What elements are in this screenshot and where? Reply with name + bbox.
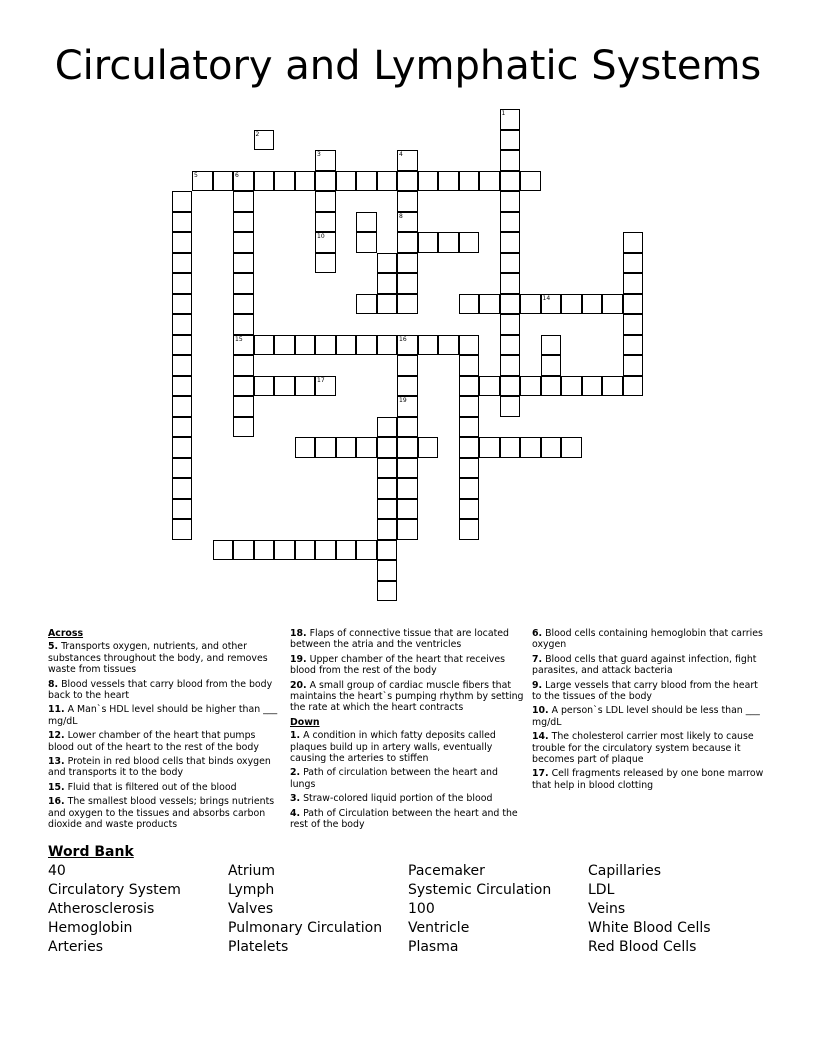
clue [48, 641, 282, 675]
word-bank-item: Atrium [228, 863, 275, 879]
crossword-cell[interactable] [500, 191, 521, 212]
crossword-cell[interactable] [500, 396, 521, 417]
clue-text: Straw-colored liquid portion of the blood [300, 793, 493, 805]
crossword-cell[interactable] [315, 171, 336, 192]
crossword-cell[interactable] [438, 232, 459, 253]
across-heading: Across [48, 628, 84, 639]
crossword-cell[interactable] [233, 355, 254, 376]
crossword-cell[interactable] [582, 294, 603, 315]
crossword-cell[interactable] [459, 335, 480, 356]
crossword-cell[interactable] [500, 109, 521, 130]
crossword-cell[interactable] [500, 376, 521, 397]
clue-number: 16 [399, 335, 407, 343]
clue-text: Flaps of connective tissue that are located between the atria and the ventricles [290, 628, 509, 651]
crossword-cell[interactable] [418, 232, 439, 253]
crossword-cell[interactable] [500, 314, 521, 335]
crossword-cell[interactable] [213, 540, 234, 561]
crossword-cell[interactable] [233, 417, 254, 438]
crossword-cell[interactable] [172, 376, 193, 397]
clue-number: 1 [501, 110, 506, 117]
crossword-cell[interactable] [315, 232, 336, 253]
clue [48, 756, 282, 779]
word-bank-item: Capillaries [588, 863, 662, 879]
crossword-cell[interactable] [500, 232, 521, 253]
word-bank-item: Ventricle [408, 920, 470, 936]
crossword-cell[interactable] [561, 294, 582, 315]
crossword-cell[interactable] [500, 150, 521, 171]
clue [48, 679, 282, 702]
crossword-cell[interactable] [172, 273, 193, 294]
crossword-cell[interactable] [377, 581, 398, 602]
crossword-cell[interactable] [315, 253, 336, 274]
crossword-cell[interactable] [295, 335, 316, 356]
crossword-cell[interactable] [356, 294, 377, 315]
crossword-cell[interactable] [623, 232, 644, 253]
clue [48, 782, 282, 793]
crossword-cell[interactable] [233, 253, 254, 274]
clue [290, 730, 524, 764]
crossword-cell[interactable] [233, 314, 254, 335]
clue-number: 8 [399, 212, 403, 220]
crossword-cell[interactable] [336, 437, 357, 458]
crossword-cell[interactable] [336, 540, 357, 561]
word-bank-item: Arteries [48, 939, 103, 955]
clue-number: 9. [532, 679, 543, 691]
clue-text: The smallest blood vessels; brings nutrients and oxygen to the tissues and absorbs carbon dioxide and waste products [48, 796, 275, 831]
crossword-cell[interactable] [541, 355, 562, 376]
crossword-cell[interactable] [397, 191, 418, 212]
down-clue-list-continued [532, 628, 766, 791]
clue-number: 13. [48, 756, 65, 768]
crossword-cell[interactable] [397, 376, 418, 397]
crossword-cell[interactable] [233, 376, 254, 397]
word-bank-title: Word Bank [48, 844, 134, 860]
clue-number: 14. [532, 731, 549, 743]
crossword-cell[interactable] [459, 458, 480, 479]
crossword-cell[interactable] [233, 294, 254, 315]
crossword-cell[interactable] [397, 437, 418, 458]
word-bank-item: 100 [408, 901, 435, 917]
clue [48, 730, 282, 753]
clue-number: 15. [48, 781, 65, 793]
word-bank-item: Atherosclerosis [48, 901, 155, 917]
crossword-cell[interactable] [623, 253, 644, 274]
crossword-cell[interactable] [172, 212, 193, 233]
clue-number: 7. [532, 653, 543, 665]
crossword-cell[interactable] [561, 376, 582, 397]
clues-column-3 [532, 628, 766, 794]
clue-text: The cholesterol carrier most likely to cause trouble for the circulatory system because it becomes part of plaque [532, 731, 754, 766]
crossword-cell[interactable] [500, 253, 521, 274]
clue-text: Path of Circulation between the heart and the rest of the body [290, 807, 518, 831]
crossword-cell[interactable] [295, 540, 316, 561]
clue-text: Transports oxygen, nutrients, and other substances throughout the body, and removes waste from tissues [48, 641, 268, 676]
clue-text: Lower chamber of the heart that pumps blood out of the heart to the rest of the body [48, 730, 259, 753]
crossword-cell[interactable] [582, 376, 603, 397]
crossword-cell[interactable] [459, 355, 480, 376]
crossword-cell[interactable] [397, 396, 418, 417]
crossword-cell[interactable] [336, 171, 357, 192]
clue-number: 12. [48, 730, 65, 742]
crossword-cell[interactable] [623, 294, 644, 315]
clue-text: Blood cells containing hemoglobin that carries oxygen [532, 628, 763, 651]
crossword-cell[interactable] [377, 335, 398, 356]
crossword-cell[interactable] [479, 294, 500, 315]
across-clue-list [48, 641, 282, 830]
clue [48, 704, 282, 727]
clue-text: Path of circulation between the heart and lungs [290, 767, 498, 790]
clue-text: A condition in which fatty deposits called plaques build up in artery walls, eventually causing the arteries to stiffen [290, 730, 496, 765]
crossword-cell[interactable] [397, 212, 418, 233]
clue-number: 16. [48, 796, 65, 808]
crossword-cell[interactable] [315, 376, 336, 397]
clue-number: 3 [317, 151, 321, 158]
clue-number: 10 [317, 233, 325, 240]
word-bank-item: Pulmonary Circulation [228, 920, 383, 936]
clue-number: 1. [290, 730, 301, 742]
crossword-cell[interactable] [397, 232, 418, 253]
clues-column-2 [290, 628, 524, 834]
clues-column-1 [48, 628, 282, 834]
crossword-cell[interactable] [459, 171, 480, 192]
crossword-cell[interactable] [541, 294, 562, 315]
clue-number: 6. [532, 628, 543, 639]
crossword-cell[interactable] [377, 560, 398, 581]
crossword-cell[interactable] [172, 458, 193, 479]
crossword-cell[interactable] [213, 171, 234, 192]
word-bank-item: LDL [588, 882, 615, 898]
crossword-cell[interactable] [500, 355, 521, 376]
crossword-cell[interactable] [459, 478, 480, 499]
clue-number: 17. [532, 768, 549, 780]
crossword-cell[interactable] [172, 437, 193, 458]
crossword-cell[interactable] [377, 294, 398, 315]
crossword-cell[interactable] [418, 171, 439, 192]
crossword-cell[interactable] [172, 355, 193, 376]
crossword-cell[interactable] [418, 437, 439, 458]
clue-number: 5. [48, 641, 59, 653]
clue-number: 10. [532, 705, 549, 717]
crossword-cell[interactable] [479, 376, 500, 397]
crossword-cell[interactable] [377, 437, 398, 458]
crossword-cell[interactable] [541, 376, 562, 397]
clue-number: 6 [235, 171, 239, 179]
crossword-cell[interactable] [459, 396, 480, 417]
crossword-cell[interactable] [418, 335, 439, 356]
crossword-cell[interactable] [377, 519, 398, 540]
word-bank-item: Pacemaker [408, 863, 485, 879]
clue [290, 808, 524, 831]
crossword-cell[interactable] [397, 458, 418, 479]
crossword-cell[interactable] [397, 171, 418, 192]
clue-number: 15 [235, 335, 243, 343]
crossword-cell[interactable] [274, 376, 295, 397]
clue-number: 8. [48, 678, 59, 690]
crossword-cell[interactable] [397, 294, 418, 315]
word-bank-item: Valves [228, 901, 274, 917]
crossword-cell[interactable] [479, 437, 500, 458]
crossword-cell[interactable] [623, 273, 644, 294]
crossword-cell[interactable] [397, 253, 418, 274]
crossword-cell[interactable] [459, 499, 480, 520]
crossword-cell[interactable] [233, 171, 254, 192]
crossword-cell[interactable] [500, 130, 521, 151]
crossword-cell[interactable] [233, 191, 254, 212]
crossword-cell[interactable] [520, 376, 541, 397]
clue [290, 680, 524, 714]
clue-number: 2. [290, 767, 301, 779]
clue-text: Cell fragments released by one bone marrow that help in blood clotting [532, 768, 764, 791]
crossword-cell[interactable] [397, 417, 418, 438]
clue [532, 680, 766, 703]
clue-number: 20. [290, 679, 307, 691]
crossword-cell[interactable] [172, 396, 193, 417]
clue [290, 654, 524, 677]
crossword-cell[interactable] [254, 335, 275, 356]
crossword-cell[interactable] [274, 335, 295, 356]
crossword-cell[interactable] [315, 212, 336, 233]
clue [290, 793, 524, 804]
clue-number: 5 [194, 171, 198, 179]
crossword-cell[interactable] [315, 191, 336, 212]
crossword-cell[interactable] [254, 540, 275, 561]
crossword-cell[interactable] [172, 232, 193, 253]
crossword-cell[interactable] [254, 171, 275, 192]
crossword-cell[interactable] [520, 294, 541, 315]
clue [290, 628, 524, 651]
crossword-cell[interactable] [172, 253, 193, 274]
word-bank-item: 40 [48, 863, 66, 879]
crossword-cell[interactable] [295, 376, 316, 397]
across-clue-list-continued [290, 628, 524, 714]
crossword-cell[interactable] [397, 478, 418, 499]
crossword-cell[interactable] [315, 150, 336, 171]
word-bank-column [48, 862, 181, 957]
crossword-cell[interactable] [356, 437, 377, 458]
crossword-cell[interactable] [233, 273, 254, 294]
crossword-cell[interactable] [459, 294, 480, 315]
clue-text: A person`s LDL level should be less than ___ mg/dL [532, 705, 760, 728]
crossword-cell[interactable] [438, 171, 459, 192]
crossword-cell[interactable] [541, 437, 562, 458]
clue-number: 2 [255, 130, 260, 138]
clue-number: 18. [290, 628, 307, 639]
word-bank-column [408, 862, 551, 957]
word-bank-item: Circulatory System [48, 882, 181, 898]
clue-number: 19 [399, 397, 407, 404]
crossword-cell[interactable] [315, 540, 336, 561]
clue [532, 654, 766, 677]
clue-text: A Man`s HDL level should be higher than ___ mg/dL [48, 704, 278, 727]
crossword-cell[interactable] [623, 376, 644, 397]
clue [48, 796, 282, 830]
clue [532, 628, 766, 651]
crossword-cell[interactable] [172, 519, 193, 540]
crossword-cell[interactable] [377, 540, 398, 561]
crossword-cell[interactable] [377, 478, 398, 499]
crossword-cell[interactable] [459, 417, 480, 438]
crossword-cell[interactable] [233, 212, 254, 233]
word-bank-item: Hemoglobin [48, 920, 133, 936]
clue-number: 3. [290, 793, 301, 805]
crossword-cell[interactable] [500, 171, 521, 192]
clue-text: Blood vessels that carry blood from the body back to the heart [48, 678, 273, 702]
crossword-cell[interactable] [315, 335, 336, 356]
clue-text: A small group of cardiac muscle fibers that maintains the heart`s pumping rhythm by setting the rate at which the heart contracts [290, 679, 524, 714]
clue-text: Protein in red blood cells that binds oxygen and transports it to the body [48, 756, 271, 779]
crossword-cell[interactable] [602, 376, 623, 397]
clue [532, 768, 766, 791]
crossword-cell[interactable] [356, 232, 377, 253]
crossword-cell[interactable] [172, 499, 193, 520]
crossword-cell[interactable] [356, 335, 377, 356]
clue-number: 19. [290, 653, 307, 665]
crossword-cell[interactable] [623, 314, 644, 335]
word-bank-column [588, 862, 711, 957]
crossword-cell[interactable] [397, 150, 418, 171]
crossword-cell[interactable] [172, 294, 193, 315]
crossword-cell[interactable] [520, 437, 541, 458]
crossword-cell[interactable] [295, 171, 316, 192]
crossword-cell[interactable] [356, 212, 377, 233]
crossword-cell[interactable] [254, 130, 275, 151]
crossword-cell[interactable] [356, 540, 377, 561]
crossword-cell[interactable] [336, 335, 357, 356]
crossword-cell[interactable] [438, 335, 459, 356]
clue-number: 4 [399, 151, 403, 158]
clue-number: 11. [48, 704, 65, 716]
crossword-cell[interactable] [377, 458, 398, 479]
crossword-cell[interactable] [356, 171, 377, 192]
crossword-cell[interactable] [397, 499, 418, 520]
page-title: Circulatory and Lymphatic Systems [54, 43, 762, 89]
crossword-cell[interactable] [459, 232, 480, 253]
crossword-cell[interactable] [397, 519, 418, 540]
crossword-cell[interactable] [295, 437, 316, 458]
crossword-cell[interactable] [233, 540, 254, 561]
crossword-cell[interactable] [254, 376, 275, 397]
crossword-cell[interactable] [500, 273, 521, 294]
word-bank-item: Systemic Circulation [408, 882, 552, 898]
crossword-cell[interactable] [397, 273, 418, 294]
crossword-cell[interactable] [459, 437, 480, 458]
down-clue-list [290, 730, 524, 830]
clue-text: Upper chamber of the heart that receives blood from the rest of the body [290, 653, 505, 677]
clue-number: 17 [317, 376, 325, 384]
crossword-cell[interactable] [274, 540, 295, 561]
clue [532, 705, 766, 728]
crossword-cell[interactable] [623, 335, 644, 356]
crossword-cell[interactable] [459, 376, 480, 397]
down-heading: Down [290, 716, 320, 728]
crossword-cell[interactable] [602, 294, 623, 315]
crossword-cell[interactable] [192, 171, 213, 192]
crossword-cell[interactable] [459, 519, 480, 540]
crossword-cell[interactable] [172, 478, 193, 499]
crossword-cell[interactable] [397, 355, 418, 376]
crossword-cell[interactable] [500, 294, 521, 315]
crossword-cell[interactable] [500, 212, 521, 233]
clue-text: Large vessels that carry blood from the heart to the tissues of the body [532, 679, 758, 703]
crossword-cell[interactable] [377, 273, 398, 294]
word-bank-item: White Blood Cells [588, 920, 711, 936]
clue-text: Blood cells that guard against infection, fight parasites, and attack bacteria [532, 653, 757, 677]
clue-number: 4. [290, 807, 301, 819]
crossword-cell[interactable] [233, 232, 254, 253]
crossword-cell[interactable] [377, 253, 398, 274]
crossword-cell[interactable] [500, 335, 521, 356]
clue-text: Fluid that is filtered out of the blood [64, 781, 237, 793]
crossword-cell[interactable] [479, 171, 500, 192]
crossword-cell[interactable] [561, 437, 582, 458]
crossword-cell[interactable] [172, 335, 193, 356]
word-bank-item: Red Blood Cells [588, 939, 697, 955]
crossword-cell[interactable] [520, 171, 541, 192]
crossword-cell[interactable] [541, 335, 562, 356]
crossword-cell[interactable] [377, 499, 398, 520]
crossword-cell[interactable] [172, 417, 193, 438]
crossword-cell[interactable] [172, 314, 193, 335]
crossword-cell[interactable] [274, 171, 295, 192]
word-bank-item: Lymph [228, 882, 275, 898]
clue [532, 731, 766, 765]
crossword-cell[interactable] [500, 437, 521, 458]
crossword-cell[interactable] [377, 417, 398, 438]
clue-number: 14 [542, 294, 551, 302]
word-bank-item: Veins [588, 901, 626, 917]
crossword-cell[interactable] [397, 335, 418, 356]
crossword-cell[interactable] [233, 396, 254, 417]
word-bank-item: Platelets [228, 939, 289, 955]
word-bank-column [228, 862, 382, 957]
crossword-cell[interactable] [233, 335, 254, 356]
word-bank-item: Plasma [408, 939, 459, 955]
clue [290, 767, 524, 790]
crossword-cell[interactable] [172, 191, 193, 212]
crossword-cell[interactable] [623, 355, 644, 376]
crossword-cell[interactable] [377, 171, 398, 192]
crossword-cell[interactable] [315, 437, 336, 458]
